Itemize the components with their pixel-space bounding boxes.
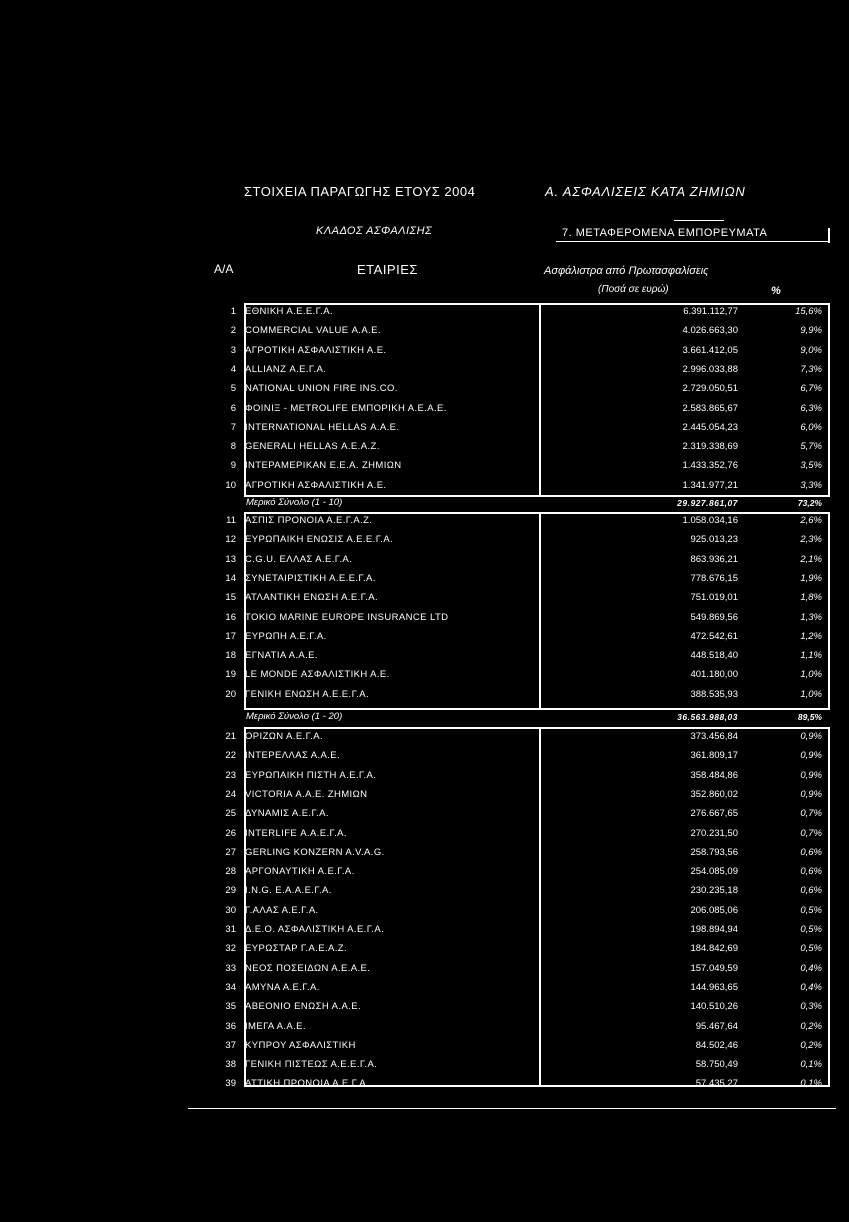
row-number: 7 <box>230 421 236 433</box>
market-share: 0,2% <box>800 1039 822 1051</box>
group1-subtotal <box>214 497 830 511</box>
row-number: 37 <box>225 1039 236 1051</box>
table-row <box>214 440 830 456</box>
subtotal-pct: 89,5% <box>797 712 822 722</box>
table-row <box>214 630 830 646</box>
table-row <box>214 668 830 684</box>
company-name: Γ.ΑΛΑΣ Α.Ε.Γ.Α. <box>245 904 319 916</box>
row-number: 35 <box>225 1001 236 1013</box>
row-number: 3 <box>230 344 236 356</box>
market-share: 0,4% <box>800 962 822 974</box>
row-number: 17 <box>225 630 236 642</box>
row-number: 26 <box>225 827 236 839</box>
row-number: 5 <box>230 383 236 395</box>
premium-amount: 230.235,18 <box>690 885 738 897</box>
table-row <box>214 363 830 379</box>
premium-amount: 6.391.112,77 <box>683 306 738 317</box>
subtotal-pct: 73,2% <box>797 498 822 508</box>
company-name: C.G.U. ΕΛΛΑΣ Α.Ε.Γ.Α. <box>245 553 353 565</box>
row-number: 9 <box>230 460 236 472</box>
market-share: 0,5% <box>800 943 822 955</box>
branch-label: ΚΛΑΔΟΣ ΑΣΦΑΛΙΣΗΣ <box>316 225 433 237</box>
premium-amount: 4.026.663,30 <box>682 325 738 337</box>
market-share: 0,1% <box>800 1078 822 1090</box>
table-row <box>214 865 830 881</box>
row-number: 6 <box>230 402 236 414</box>
company-name: ΕΥΡΩΣΤΑΡ Γ.Α.Ε.Α.Ζ. <box>245 943 348 955</box>
row-number: 29 <box>225 885 236 897</box>
premium-amount: 358.484,86 <box>690 769 738 781</box>
company-name: ΕΥΡΩΠΑΙΚΗ ΕΝΩΣΙΣ Α.Ε.Ε.Γ.Α. <box>245 534 394 546</box>
table-row <box>214 981 830 997</box>
table-row <box>214 572 830 588</box>
market-share: 0,6% <box>800 846 822 858</box>
premium-amount: 778.676,15 <box>690 572 738 584</box>
market-share: 0,1% <box>800 1059 822 1071</box>
subtotal-label: Μερικό Σύνολο (1 - 10) <box>246 497 343 508</box>
market-share: 7,3% <box>800 363 822 375</box>
premium-amount: 157.049,59 <box>690 962 738 974</box>
company-name: ΑΤΛΑΝΤΙΚΗ ΕΝΩΣΗ Α.Ε.Γ.Α. <box>245 592 379 604</box>
row-number: 14 <box>225 572 236 584</box>
premium-amount: 206.085,06 <box>690 904 738 916</box>
market-share: 6,7% <box>800 383 822 395</box>
premium-amount: 2.445.054,23 <box>682 421 738 433</box>
market-share: 1,2% <box>800 630 822 642</box>
table-row <box>214 788 830 804</box>
row-number: 36 <box>225 1020 236 1032</box>
row-number: 30 <box>225 904 236 916</box>
group2-subtotal <box>214 711 830 725</box>
market-share: 1,8% <box>800 592 822 604</box>
table-row <box>214 324 830 340</box>
subtotal-label: Μερικό Σύνολο (1 - 20) <box>246 711 343 722</box>
premium-amount: 361.809,17 <box>690 750 738 762</box>
row-number: 33 <box>225 962 236 974</box>
row-number: 8 <box>230 441 236 453</box>
market-share: 1,0% <box>800 688 822 700</box>
column-header-aa: Α/Α <box>214 262 234 276</box>
premium-amount: 925.013,23 <box>690 534 738 546</box>
table-row <box>214 421 830 437</box>
market-share: 15,6% <box>795 306 822 317</box>
company-name: ΝΕΟΣ ΠΟΣΕΙΔΩΝ Α.Ε.Α.Ε. <box>245 962 371 974</box>
premium-amount: 258.793,56 <box>690 846 738 858</box>
row-number: 10 <box>225 479 236 491</box>
market-share: 2,6% <box>800 515 822 526</box>
table-row <box>214 514 830 530</box>
company-name: ALLIANZ Α.Ε.Γ.Α. <box>245 363 327 375</box>
premium-amount: 1.341.977,21 <box>682 479 738 491</box>
company-name: ΑΡΓΟΝΑΥΤΙΚΗ Α.Ε.Γ.Α. <box>245 866 355 878</box>
market-share: 2,3% <box>800 534 822 546</box>
market-share: 0,7% <box>800 827 822 839</box>
market-share: 0,9% <box>800 750 822 762</box>
row-number: 19 <box>225 669 236 681</box>
table-row <box>214 904 830 920</box>
row-number: 27 <box>225 846 236 858</box>
table-row <box>214 1020 830 1036</box>
table-row <box>214 533 830 549</box>
branch-rule <box>828 228 830 243</box>
table-row <box>214 402 830 418</box>
company-name: ΓΕΝΙΚΗ ΠΙΣΤΕΩΣ Α.Ε.Ε.Γ.Α. <box>245 1059 378 1071</box>
table-row <box>214 649 830 665</box>
table-row <box>214 923 830 939</box>
table-row <box>214 1058 830 1074</box>
market-share: 0,9% <box>800 769 822 781</box>
table-row <box>214 942 830 958</box>
market-share: 9,9% <box>800 325 822 337</box>
premium-amount: 549.869,56 <box>690 611 738 623</box>
company-name: ΕΥΡΩΠΗ Α.Ε.Γ.Α. <box>245 630 327 642</box>
table-row <box>214 730 830 746</box>
table-row <box>214 827 830 843</box>
premium-amount: 270.231,50 <box>690 827 738 839</box>
company-name: ΚΥΠΡΟΥ ΑΣΦΑΛΙΣΤΙΚΗ <box>245 1039 356 1051</box>
company-name: ΕΥΡΩΠΑΙΚΗ ΠΙΣΤΗ Α.Ε.Γ.Α. <box>245 769 377 781</box>
row-number: 38 <box>225 1059 236 1071</box>
company-name: ΑΓΡΟΤΙΚΗ ΑΣΦΑΛΙΣΤΙΚΗ Α.Ε. <box>245 344 387 356</box>
premium-amount: 373.456,84 <box>690 731 738 742</box>
column-header-pct: % <box>771 285 781 297</box>
row-number: 4 <box>230 363 236 375</box>
table-row <box>214 769 830 785</box>
market-share: 6,0% <box>800 421 822 433</box>
company-name: ΟΡΙΖΩΝ Α.Ε.Γ.Α. <box>245 731 324 742</box>
row-number: 34 <box>225 981 236 993</box>
company-name: ΑΣΠΙΣ ΠΡΟΝΟΙΑ Α.Ε.Γ.Α.Ζ. <box>245 515 373 526</box>
premium-amount: 184.842,69 <box>690 943 738 955</box>
row-number: 20 <box>225 688 236 700</box>
company-name: COMMERCIAL VALUE Α.Α.Ε. <box>245 325 381 337</box>
market-share: 0,6% <box>800 866 822 878</box>
table-row <box>214 962 830 978</box>
company-name: INTERNATIONAL HELLAS Α.Α.Ε. <box>245 421 400 433</box>
market-share: 0,9% <box>800 731 822 742</box>
company-name: ΓΕΝΙΚΗ ΕΝΩΣΗ Α.Ε.Ε.Γ.Α. <box>245 688 369 700</box>
company-name: ΙΝΤΕΡΑΜΕΡΙΚΑΝ Ε.Ε.Α. ΖΗΜΙΩΝ <box>245 460 402 472</box>
row-number: 11 <box>226 515 236 526</box>
market-share: 0,5% <box>800 924 822 935</box>
report-title: ΣΤΟΙΧΕΙΑ ΠΑΡΑΓΩΓΗΣ ΕΤΟΥΣ 2004 <box>244 184 476 199</box>
table-row <box>214 884 830 900</box>
premium-amount: 388.535,93 <box>690 688 738 700</box>
company-name: ΑΒΕΟΝΙΟ ΕΝΩΣΗ Α.Α.Ε. <box>245 1001 362 1013</box>
table-row <box>214 479 830 495</box>
table-row <box>214 1077 830 1093</box>
premium-amount: 57.435,27 <box>695 1078 738 1090</box>
row-number: 16 <box>225 611 236 623</box>
premium-amount: 1.433.352,76 <box>682 460 738 472</box>
company-name: ΕΓΝΑΤΙΑ Α.Α.Ε. <box>245 650 318 662</box>
market-share: 5,7% <box>800 441 822 453</box>
company-name: I.N.G. Ε.Α.Α.Ε.Γ.Α. <box>245 885 332 897</box>
premium-amount: 58.750,49 <box>695 1059 738 1071</box>
table-row <box>214 459 830 475</box>
market-share: 0,2% <box>800 1020 822 1032</box>
premium-amount: 1.058.034,16 <box>682 515 738 526</box>
market-share: 0,5% <box>800 904 822 916</box>
table-row <box>214 344 830 360</box>
table-row <box>214 749 830 765</box>
premium-amount: 2.319.338,69 <box>682 441 738 453</box>
row-number: 12 <box>225 534 236 546</box>
company-name: Δ.Ε.Ο. ΑΣΦΑΛΙΣΤΙΚΗ Α.Ε.Γ.Α. <box>245 924 385 935</box>
premium-amount: 448.518,40 <box>690 650 738 662</box>
row-number: 21 <box>225 731 236 742</box>
premium-amount: 84.502,46 <box>695 1039 738 1051</box>
row-number: 32 <box>225 943 236 955</box>
row-number: 22 <box>225 750 236 762</box>
table-row <box>214 1000 830 1016</box>
company-name: ΕΘΝΙΚΗ Α.Ε.Ε.Γ.Α. <box>245 306 334 317</box>
branch-underline <box>556 241 828 242</box>
premium-amount: 352.860,02 <box>690 788 738 800</box>
premium-amount: 472.542,61 <box>690 630 738 642</box>
table-row <box>214 553 830 569</box>
company-name: LE MONDE ΑΣΦΑΛΙΣΤΙΚΗ Α.Ε. <box>245 669 390 681</box>
company-name: ΑΜΥΝΑ Α.Ε.Γ.Α. <box>245 981 320 993</box>
market-share: 0,6% <box>800 885 822 897</box>
company-name: VICTORIA Α.Α.Ε. ΖΗΜΙΩΝ <box>245 788 368 800</box>
premium-amount: 198.894,94 <box>690 924 738 935</box>
market-share: 1,0% <box>800 669 822 681</box>
premium-amount: 863.936,21 <box>690 553 738 565</box>
market-share: 1,1% <box>800 650 822 662</box>
branch-overline <box>674 220 724 221</box>
market-share: 3,3% <box>800 479 822 491</box>
company-name: GENERALI HELLAS Α.Ε.Α.Ζ. <box>245 441 380 453</box>
table-row <box>214 846 830 862</box>
market-share: 9,0% <box>800 344 822 356</box>
company-name: ΙΜΕΓΑ Α.Α.Ε. <box>245 1020 306 1032</box>
subtotal-amount: 29.927.861,07 <box>677 498 738 508</box>
premium-amount: 254.085,09 <box>690 866 738 878</box>
market-share: 6,3% <box>800 402 822 414</box>
row-number: 13 <box>225 553 236 565</box>
premium-amount: 144.963,65 <box>690 981 738 993</box>
company-name: ΦΟΙΝΙΞ - METROLIFE ΕΜΠΟΡΙΚΗ Α.Ε.Α.Ε. <box>245 402 447 414</box>
premium-amount: 140.510,26 <box>690 1001 738 1013</box>
premium-amount: 2.583.865,67 <box>682 402 738 414</box>
table-row <box>214 382 830 398</box>
row-number: 1 <box>230 306 236 317</box>
premium-amount: 276.667,65 <box>690 808 738 820</box>
table-row <box>214 688 830 704</box>
table-row <box>214 1039 830 1055</box>
company-name: GERLING KONZERN A.V.A.G. <box>245 846 385 858</box>
column-header-companies: ΕΤΑΙΡΙΕΣ <box>357 262 418 277</box>
company-name: TOKIO MARINE EUROPE INSURANCE LTD <box>245 611 449 623</box>
premium-amount: 751.019,01 <box>690 592 738 604</box>
market-share: 3,5% <box>800 460 822 472</box>
table-row <box>214 807 830 823</box>
premium-amount: 401.180,00 <box>690 669 738 681</box>
market-share: 1,9% <box>800 572 822 584</box>
subtotal-amount: 36.563.988,03 <box>677 712 738 722</box>
premium-amount: 2.729.050,51 <box>682 383 738 395</box>
market-share: 0,4% <box>800 981 822 993</box>
company-name: NATIONAL UNION FIRE INS.CO. <box>245 383 398 395</box>
premium-amount: 2.996.033,88 <box>682 363 738 375</box>
row-number: 25 <box>225 808 236 820</box>
market-share: 1,3% <box>800 611 822 623</box>
row-number: 18 <box>225 650 236 662</box>
company-name: INTERLIFE Α.Α.Ε.Γ.Α. <box>245 827 347 839</box>
branch-value: 7. ΜΕΤΑΦΕΡΟΜΕΝΑ ΕΜΠΟΡΕΥΜΑΤΑ <box>562 227 768 239</box>
row-number: 24 <box>225 788 236 800</box>
page-bottom-rule <box>188 1108 836 1109</box>
column-header-amount-unit: (Ποσά σε ευρώ) <box>598 284 669 295</box>
row-number: 23 <box>225 769 236 781</box>
row-number: 31 <box>225 924 236 935</box>
table-row <box>214 611 830 627</box>
premium-amount: 3.661.412,05 <box>682 344 738 356</box>
market-share: 0,9% <box>800 788 822 800</box>
market-share: 0,7% <box>800 808 822 820</box>
company-name: ΣΥΝΕΤΑΙΡΙΣΤΙΚΗ Α.Ε.Ε.Γ.Α. <box>245 572 376 584</box>
row-number: 15 <box>225 592 236 604</box>
row-number: 39 <box>225 1078 236 1090</box>
table-row <box>214 591 830 607</box>
table-row <box>214 305 830 321</box>
market-share: 2,1% <box>800 553 822 565</box>
row-number: 28 <box>225 866 236 878</box>
section-title: Α. ΑΣΦΑΛΙΣΕΙΣ ΚΑΤΑ ΖΗΜΙΩΝ <box>545 184 746 199</box>
company-name: ΙΝΤΕΡΕΛΛΑΣ Α.Α.Ε. <box>245 750 341 762</box>
company-name: ΑΓΡΟΤΙΚΗ ΑΣΦΑΛΙΣΤΙΚΗ Α.Ε. <box>245 479 387 491</box>
company-name: ΑΤΤΙΚΗ ΠΡΟΝΟΙΑ Α.Ε.Γ.Α. <box>245 1078 370 1090</box>
premium-amount: 95.467,64 <box>695 1020 738 1032</box>
market-share: 0,3% <box>800 1001 822 1013</box>
column-header-amount: Ασφάλιστρα από Πρωτασφαλίσεις <box>544 265 709 277</box>
row-number: 2 <box>230 325 236 337</box>
company-name: ΔΥΝΑΜΙΣ Α.Ε.Γ.Α. <box>245 808 329 820</box>
